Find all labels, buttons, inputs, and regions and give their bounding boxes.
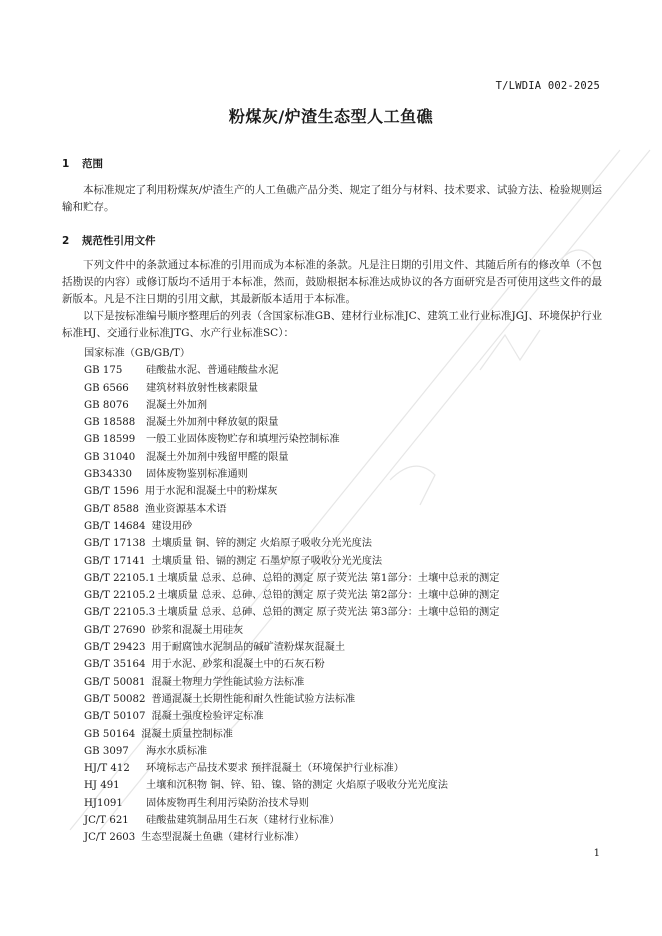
list-item: [84, 743, 604, 760]
list-item: [84, 760, 604, 777]
reference-code: GB 175: [84, 365, 123, 377]
section-title: 规范性引用文件: [82, 235, 156, 247]
list-item: [84, 639, 604, 656]
reference-code: GB/T 50082: [84, 693, 146, 705]
reference-code: GB/T 29423: [84, 642, 146, 654]
reference-title: 混凝土强度检验评定标准: [151, 711, 264, 723]
list-item: [84, 674, 604, 691]
reference-code: GB/T 22105.3: [84, 607, 156, 619]
reference-title: 混凝土外加剂: [146, 399, 208, 411]
reference-code: GB 6566: [84, 382, 129, 394]
reference-title: 硅酸盐水泥、普通硅酸盐水泥: [146, 365, 279, 377]
reference-title: 用于水泥、砂浆和混凝土中的石灰石粉: [151, 659, 325, 671]
reference-code: GB/T 22105.2: [84, 590, 156, 602]
list-item: [84, 431, 604, 448]
reference-code: GB/T 1596: [84, 486, 140, 498]
reference-title: 混凝土物理力学性能试验方法标准: [151, 676, 305, 688]
list-item: [84, 604, 604, 621]
list-item: [84, 777, 604, 794]
reference-title: 用于水泥和混凝土中的粉煤灰: [145, 486, 278, 498]
reference-code: HJ1091: [84, 797, 123, 809]
list-item: [84, 345, 604, 362]
list-item: [84, 812, 604, 829]
list-item: [84, 380, 604, 397]
reference-list: [84, 345, 604, 847]
list-item: [84, 518, 604, 535]
reference-code: GB/T 22105.1: [84, 572, 156, 584]
list-item: [84, 553, 604, 570]
reference-title: 土壤质量 总汞、总砷、总铅的测定 原子荧光法 第1部分：土壤中总汞的测定: [157, 572, 500, 584]
reference-title: 土壤质量 铅、镉的测定 石墨炉原子吸收分光光度法: [151, 555, 383, 567]
list-item: [84, 656, 604, 673]
references-intro-paragraph: 下列文件中的条款通过本标准的引用而成为本标准的条款。凡是注日期的引用文件、其随后所有的修改单（不包括勘误的内容）或修订版均不适用于本标准，然而，鼓励根据本标准达成协议的各方面研究是否可使用这些文件的最新版本。凡是不注日期的引用文献，其最新版本适用于本标准。: [62, 259, 602, 305]
reference-code: GB34330: [84, 469, 133, 481]
section-heading-references: [62, 233, 156, 248]
reference-code: GB/T 8588: [84, 503, 140, 515]
reference-code: HJ 491: [84, 780, 120, 792]
reference-title: 用于耐腐蚀水泥制品的碱矿渣粉煤灰混凝土: [151, 642, 346, 654]
reference-title: 环境标志产品技术要求 预拌混凝土（环境保护行业标准）: [146, 763, 404, 775]
reference-title: 固体废物再生利用污染防治技术导则: [146, 797, 309, 809]
reference-code: GB/T 17138: [84, 538, 146, 550]
reference-title: 砂浆和混凝土用硅灰: [151, 624, 244, 636]
reference-code: GB/T 27690: [84, 624, 146, 636]
reference-code: GB/T 50081: [84, 676, 146, 688]
reference-code: GB/T 50107: [84, 711, 146, 723]
list-item: [84, 726, 604, 743]
list-item: [84, 570, 604, 587]
reference-title: 建筑材料放射性核素限量: [146, 382, 259, 394]
reference-code: GB/T 14684: [84, 520, 146, 532]
section-heading-scope: [62, 156, 103, 171]
list-item: [84, 414, 604, 431]
reference-code: GB/T 17141: [84, 555, 146, 567]
reference-code: GB 31040: [84, 451, 136, 463]
reference-code: GB 18599: [84, 434, 136, 446]
reference-title: 一般工业固体废物贮存和填埋污染控制标准: [146, 434, 340, 446]
reference-code: JC/T 2603: [84, 832, 136, 844]
reference-code: JC/T 621: [84, 815, 129, 827]
standard-id: T/LWDIA 002-2025: [495, 80, 600, 92]
list-item: [84, 449, 604, 466]
list-item: [84, 535, 604, 552]
reference-title: 土壤质量 总汞、总砷、总铅的测定 原子荧光法 第3部分：土壤中总铅的测定: [157, 607, 500, 619]
reference-title: 渔业资源基本术语: [145, 503, 227, 515]
section-number: 1: [62, 158, 70, 170]
list-item: [84, 483, 604, 500]
reference-title: 生态型混凝土鱼礁（建材行业标准）: [141, 832, 305, 844]
list-item: [84, 708, 604, 725]
list-item: [84, 397, 604, 414]
reference-title: 建设用砂: [151, 520, 193, 532]
list-item: [84, 466, 604, 483]
references-list-intro: 以下是按标准编号顺序整理后的列表（含国家标准GB、建材行业标准JC、建筑工业行业标准JGJ、环境保护行业标准HJ、交通行业标准JTG、水产行业标准SC）：: [62, 310, 602, 339]
section-number: 2: [62, 235, 70, 247]
reference-title: 土壤质量 铜、锌的测定 火焰原子吸收分光光度法: [151, 538, 372, 550]
reference-title: 土壤质量 总汞、总砷、总铅的测定 原子荧光法 第2部分：土壤中总砷的测定: [157, 590, 500, 602]
list-item: [84, 795, 604, 812]
reference-title: 混凝土质量控制标准: [141, 728, 233, 740]
reference-code: GB/T 35164: [84, 659, 146, 671]
list-item: [84, 362, 604, 379]
reference-title: 土壤和沉积物 铜、锌、铅、镍、铬的测定 火焰原子吸收分光光度法: [146, 780, 448, 792]
reference-code: GB 18588: [84, 417, 136, 429]
list-item: [84, 587, 604, 604]
page-title: 粉煤灰/炉渣生态型人工鱼礁: [228, 107, 434, 126]
section-title: 范围: [82, 158, 103, 170]
list-item: [84, 829, 604, 846]
reference-code: GB 50164: [84, 728, 136, 740]
page-number: 1: [593, 848, 600, 859]
reference-code: GB 3097: [84, 745, 129, 757]
reference-title: 普通混凝土长期性能和耐久性能试验方法标准: [151, 693, 356, 705]
reference-title: 固体废物鉴别标准通则: [146, 469, 248, 481]
reference-title: 国家标准（GB/GB/T）: [84, 348, 191, 359]
reference-code: HJ/T 412: [84, 763, 130, 775]
list-item: [84, 691, 604, 708]
reference-title: 海水水质标准: [146, 745, 208, 757]
reference-title: 混凝土外加剂中释放氨的限量: [146, 417, 279, 429]
list-item: [84, 622, 604, 639]
reference-title: 硅酸盐建筑制品用生石灰（建材行业标准）: [146, 815, 340, 827]
scope-paragraph: 本标准规定了利用粉煤灰/炉渣生产的人工鱼礁产品分类、规定了组分与材料、技术要求、试验方法、检验规则运输和贮存。: [62, 184, 602, 213]
reference-title: 混凝土外加剂中残留甲醛的限量: [146, 451, 289, 463]
reference-code: GB 8076: [84, 399, 129, 411]
list-item: [84, 501, 604, 518]
